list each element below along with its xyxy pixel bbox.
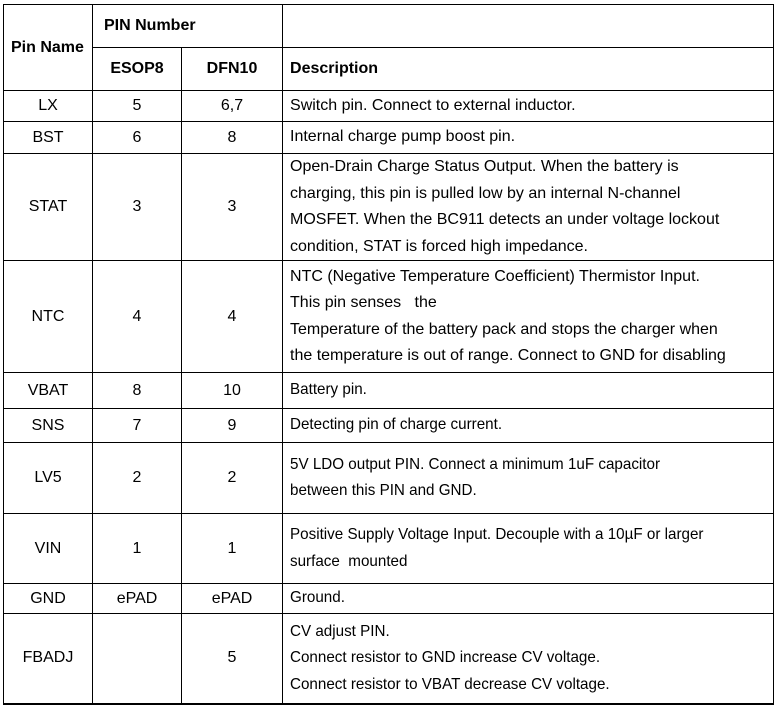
description-line: charging, this pin is pulled low by an internal N-channel — [290, 184, 681, 202]
header-dfn10: DFN10 — [182, 48, 283, 91]
description-cell — [283, 409, 774, 443]
description-line: Ground. — [290, 589, 345, 607]
dfn10-cell: 1 — [182, 514, 283, 584]
esop8-cell: 1 — [93, 514, 182, 584]
table-row — [4, 614, 774, 704]
table-row — [4, 409, 774, 443]
dfn10-cell: 8 — [182, 122, 283, 154]
description-cell — [283, 261, 774, 373]
description-cell — [283, 614, 774, 704]
description-line: Connect resistor to GND increase CV voltage. — [290, 649, 601, 666]
esop8-cell: 6 — [93, 122, 182, 154]
description-line: Open-Drain Charge Status Output. When the battery is — [290, 158, 679, 175]
dfn10-cell: 10 — [182, 373, 283, 409]
description-line: Temperature of the battery pack and stops the charger when — [290, 320, 718, 338]
description-line: 5V LDO output PIN. Connect a minimum 1uF capacitor — [290, 455, 661, 473]
header-description: Description — [283, 48, 774, 91]
pin-name-cell: GND — [4, 584, 93, 614]
description-cell — [283, 122, 774, 154]
pin-name-cell: LV5 — [4, 443, 93, 514]
esop8-cell: ePAD — [93, 584, 182, 614]
description-line: Battery pin. — [290, 381, 367, 399]
esop8-cell — [93, 614, 182, 704]
pin-name-cell: LX — [4, 91, 93, 122]
pin-name-cell: BST — [4, 122, 93, 154]
header-row-2 — [4, 48, 774, 91]
table-header — [4, 5, 774, 91]
table-row — [4, 91, 774, 122]
description-line: Detecting pin of charge current. — [290, 416, 503, 434]
dfn10-cell: 6,7 — [182, 91, 283, 122]
header-esop8: ESOP8 — [93, 48, 182, 91]
dfn10-cell: 2 — [182, 443, 283, 514]
description-cell — [283, 443, 774, 514]
pin-description-table — [3, 4, 774, 705]
description-line: condition, STAT is forced high impedance. — [290, 237, 588, 255]
esop8-cell: 5 — [93, 91, 182, 122]
dfn10-cell: 4 — [182, 261, 283, 373]
esop8-cell: 4 — [93, 261, 182, 373]
description-cell — [283, 154, 774, 261]
table-body — [4, 91, 774, 704]
dfn10-cell: 3 — [182, 154, 283, 261]
pin-name-cell: STAT — [4, 154, 93, 261]
esop8-cell: 7 — [93, 409, 182, 443]
pin-name-cell: VIN — [4, 514, 93, 584]
table-row — [4, 261, 774, 373]
header-pin-number-group: PIN Number — [93, 5, 283, 48]
description-line: Connect resistor to VBAT decrease CV voltage. — [290, 675, 610, 693]
description-line: Internal charge pump boost pin. — [290, 128, 516, 146]
dfn10-cell: 9 — [182, 409, 283, 443]
description-line: the temperature is out of range. Connect to GND for disabling — [290, 347, 726, 364]
description-line: CV adjust PIN. — [290, 622, 390, 640]
table-row — [4, 443, 774, 514]
dfn10-cell: 5 — [182, 614, 283, 704]
table-row — [4, 122, 774, 154]
description-line: Positive Supply Voltage Input. Decouple with a 10µF or larger — [290, 526, 704, 543]
description-line: This pin senses the — [290, 294, 437, 311]
table-row — [4, 154, 774, 261]
esop8-cell: 8 — [93, 373, 182, 409]
description-line: Switch pin. Connect to external inductor. — [290, 96, 576, 114]
header-empty-cell — [283, 5, 774, 48]
description-line: surface mounted — [290, 552, 408, 570]
description-cell — [283, 514, 774, 584]
esop8-cell: 2 — [93, 443, 182, 514]
esop8-cell: 3 — [93, 154, 182, 261]
description-cell — [283, 91, 774, 122]
description-cell — [283, 373, 774, 409]
dfn10-cell: ePAD — [182, 584, 283, 614]
pin-name-cell: NTC — [4, 261, 93, 373]
description-line: between this PIN and GND. — [290, 482, 477, 499]
pin-name-cell: FBADJ — [4, 614, 93, 704]
header-row-1 — [4, 5, 774, 48]
pin-name-cell: VBAT — [4, 373, 93, 409]
pin-name-cell: SNS — [4, 409, 93, 443]
table-row — [4, 584, 774, 614]
table-row — [4, 373, 774, 409]
description-line: NTC (Negative Temperature Coefficient) Thermistor Input. — [290, 267, 700, 285]
description-cell — [283, 584, 774, 614]
description-line: MOSFET. When the BC911 detects an under voltage lockout — [290, 211, 720, 228]
header-pin-name: Pin Name — [4, 5, 93, 91]
table-row — [4, 514, 774, 584]
